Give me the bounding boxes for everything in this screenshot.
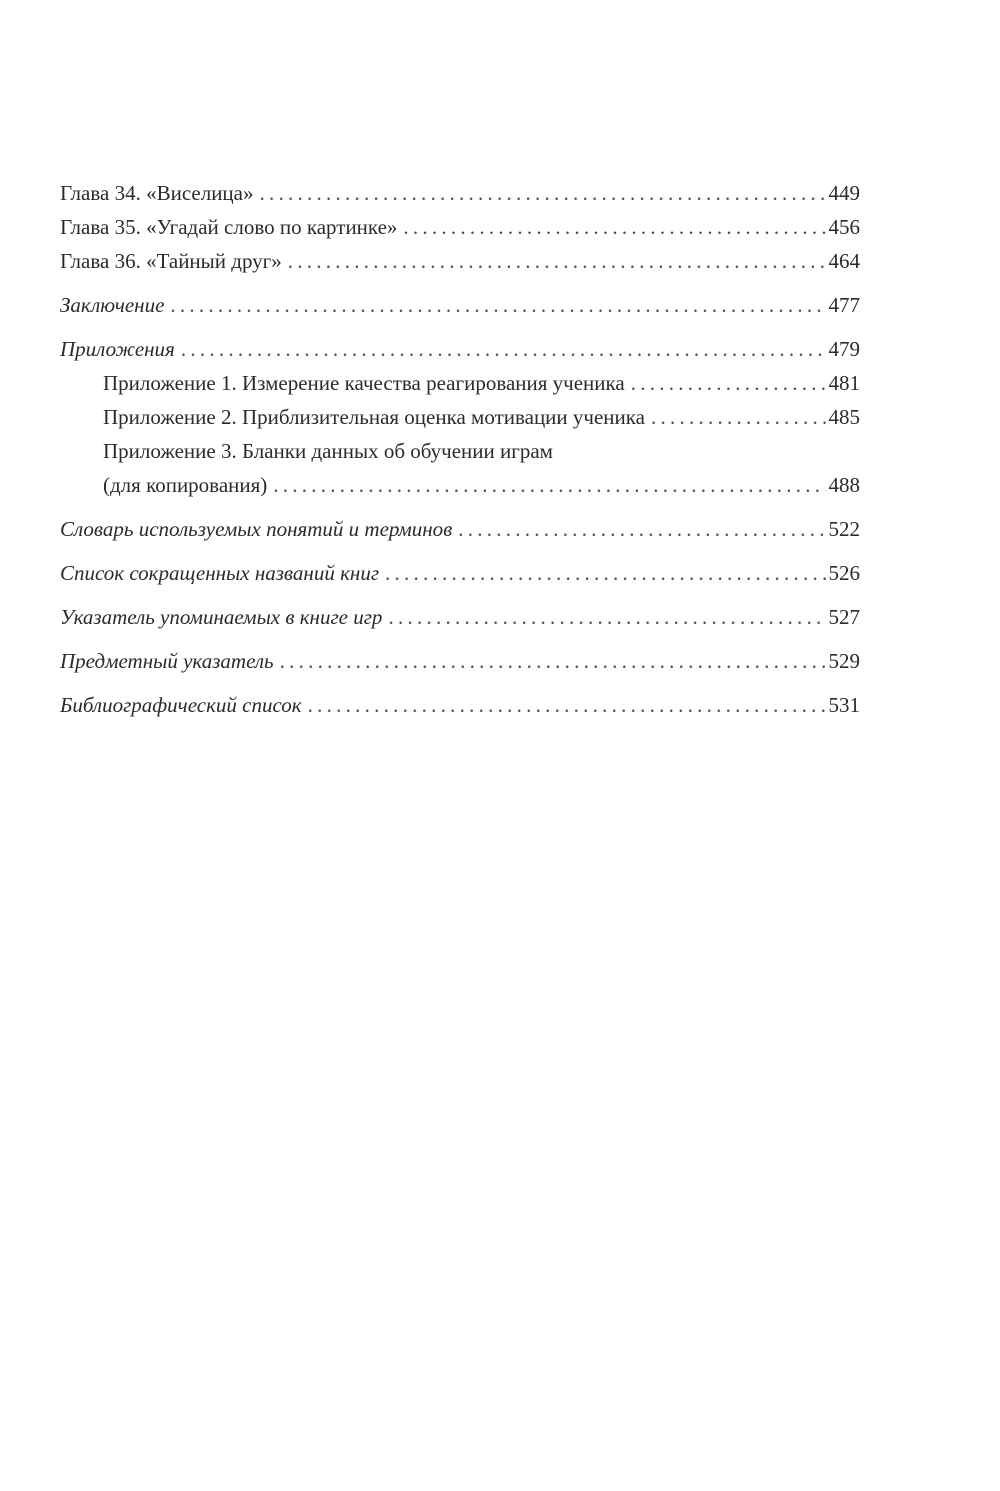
table-of-contents: [60, 176, 860, 722]
toc-entry-page: 488: [828, 473, 860, 497]
toc-entry-appendix-2[interactable]: [60, 400, 860, 434]
toc-entry-appendix-1[interactable]: [60, 366, 860, 400]
dot-leader: [164, 288, 826, 322]
dot-leader: [274, 644, 826, 678]
dot-leader: [625, 366, 826, 400]
toc-entry-page: 464: [828, 249, 860, 273]
toc-entry-conclusion[interactable]: [60, 288, 860, 322]
toc-entry-chapter-36[interactable]: [60, 244, 860, 278]
dot-leader: [282, 244, 826, 278]
toc-entry-page: 479: [828, 337, 860, 361]
toc-entry-title: Приложение 2. Приблизительная оценка мотивации ученика: [103, 405, 645, 429]
dot-leader: [379, 556, 826, 590]
toc-entry-chapter-35[interactable]: [60, 210, 860, 244]
toc-entry-title: Указатель упоминаемых в книге игр: [60, 605, 383, 629]
dot-leader: [397, 210, 826, 244]
toc-entry-glossary[interactable]: [60, 512, 860, 546]
toc-entry-chapter-34[interactable]: [60, 176, 860, 210]
dot-leader: [267, 468, 826, 502]
toc-entry-page: 477: [828, 293, 860, 317]
dot-leader: [254, 176, 827, 210]
toc-entry-appendix-3-line-1[interactable]: [60, 434, 860, 468]
toc-entry-page: 527: [828, 605, 860, 629]
toc-entry-bibliography[interactable]: [60, 688, 860, 722]
toc-entry-subject-index[interactable]: [60, 644, 860, 678]
toc-entry-page: 481: [828, 371, 860, 395]
toc-entry-page: 531: [828, 693, 860, 717]
toc-entry-page: 485: [828, 405, 860, 429]
toc-entry-appendix-3-line-2[interactable]: [60, 468, 860, 502]
toc-entry-title: Приложение 1. Измерение качества реагирования ученика: [103, 371, 625, 395]
toc-entry-title-continued: (для копирования): [103, 473, 268, 497]
toc-entry-title: Глава 34. «Виселица»: [60, 181, 254, 205]
toc-entry-title: Предметный указатель: [60, 649, 274, 673]
dot-leader: [302, 688, 826, 722]
toc-entry-title: Заключение: [60, 293, 165, 317]
toc-entry-page: 449: [828, 181, 860, 205]
toc-entry-title: Глава 36. «Тайный друг»: [60, 249, 282, 273]
dot-leader: [175, 332, 826, 366]
dot-leader: [382, 600, 826, 634]
toc-entry-games-index[interactable]: [60, 600, 860, 634]
toc-entry-title: Глава 35. «Угадай слово по картинке»: [60, 215, 398, 239]
toc-entry-appendices[interactable]: [60, 332, 860, 366]
toc-entry-title: Библиографический список: [60, 693, 302, 717]
dot-leader: [452, 512, 826, 546]
toc-entry-page: 529: [828, 649, 860, 673]
toc-entry-title: Приложения: [60, 337, 175, 361]
toc-entry-abbreviations[interactable]: [60, 556, 860, 590]
toc-entry-page: 522: [828, 517, 860, 541]
dot-leader: [645, 400, 826, 434]
toc-entry-page: 526: [828, 561, 860, 585]
toc-entry-title: Список сокращенных названий книг: [60, 561, 380, 585]
toc-entry-title: Приложение 3. Бланки данных об обучении играм: [103, 439, 553, 463]
toc-entry-title: Словарь используемых понятий и терминов: [60, 517, 453, 541]
toc-entry-page: 456: [828, 215, 860, 239]
